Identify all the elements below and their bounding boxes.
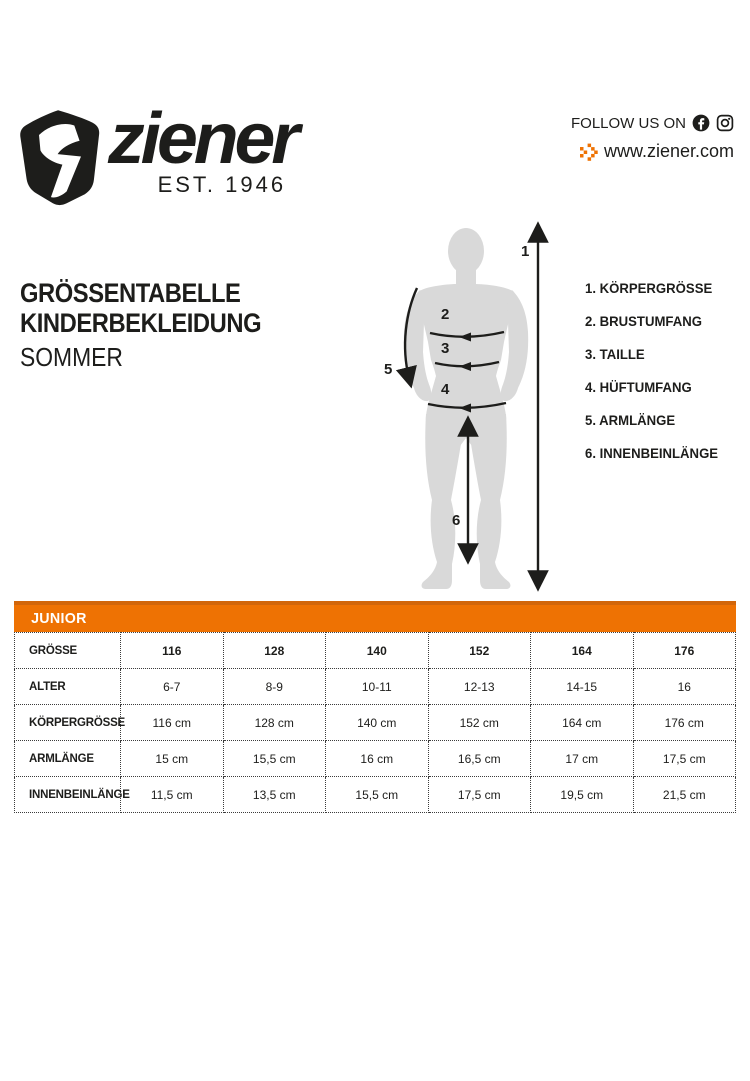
table-cell: 14-15: [531, 669, 634, 705]
row-label: ARMLÄNGE: [15, 741, 121, 777]
row-label: INNENBEINLÄNGE: [15, 777, 121, 813]
table-cell: 128 cm: [223, 705, 326, 741]
table-cell: 12-13: [428, 669, 531, 705]
diagram-marker-3: 3: [441, 340, 450, 357]
table-cell: 16: [633, 669, 736, 705]
legend-item-innenbeinlaenge: 6. INNENBEINLÄNGE: [585, 445, 719, 461]
table-cell: 15,5 cm: [326, 777, 429, 813]
table-cell: 16,5 cm: [428, 741, 531, 777]
section-header-junior: [14, 601, 736, 632]
table-cell: 15,5 cm: [223, 741, 326, 777]
table-row-alter: [15, 669, 736, 705]
follow-us-row: [571, 114, 734, 132]
table-cell: 176: [633, 633, 736, 669]
table-cell: 17 cm: [531, 741, 634, 777]
body-silhouette-icon: [380, 210, 570, 595]
diagram-marker-6: 6: [452, 512, 461, 529]
table-row-armlaenge: [15, 741, 736, 777]
legend-item-taille: 3. TAILLE: [585, 346, 645, 362]
intro-block: [20, 278, 380, 372]
section-title: JUNIOR: [31, 610, 87, 627]
table-cell: 152 cm: [428, 705, 531, 741]
table-cell: 11,5 cm: [121, 777, 224, 813]
table-cell: 140 cm: [326, 705, 429, 741]
diagram-marker-1: 1: [521, 243, 530, 260]
brand-wordmark: ziener: [108, 99, 296, 179]
facebook-icon[interactable]: [692, 114, 710, 132]
established-text: EST. 1946: [157, 172, 287, 197]
table-cell: 164 cm: [531, 705, 634, 741]
diagram-marker-2: 2: [441, 306, 450, 323]
row-label: KÖRPERGRÖSSE: [15, 705, 121, 741]
table-row-groesse: [15, 633, 736, 669]
table-cell: 152: [428, 633, 531, 669]
table-cell: 128: [223, 633, 326, 669]
instagram-icon[interactable]: [716, 114, 734, 132]
ziener-shield-icon: [18, 108, 102, 206]
follow-us-label: FOLLOW US ON: [570, 114, 686, 132]
row-label: ALTER: [15, 669, 121, 705]
table-cell: 164: [531, 633, 634, 669]
legend-item-hueftumfang: 4. HÜFTUMFANG: [585, 379, 692, 395]
table-cell: 116 cm: [121, 705, 224, 741]
table-cell: 17,5 cm: [428, 777, 531, 813]
table-cell: 16 cm: [326, 741, 429, 777]
logo-text: [108, 99, 296, 198]
legend-item-koerpergroesse: 1. KÖRPERGRÖSSE: [585, 280, 713, 296]
website-link[interactable]: [580, 141, 734, 162]
table-cell: 8-9: [223, 669, 326, 705]
table-cell: 6-7: [121, 669, 224, 705]
body-measurement-diagram: [380, 210, 570, 595]
page-subtitle: SOMMER: [20, 342, 123, 372]
diagram-marker-5: 5: [384, 361, 393, 378]
page-title-line2: KINDERBEKLEIDUNG: [20, 308, 262, 338]
diagram-marker-4: 4: [441, 381, 450, 398]
table-row-koerpergroesse: [15, 705, 736, 741]
table-row-innenbeinlaenge: [15, 777, 736, 813]
table-cell: 13,5 cm: [223, 777, 326, 813]
size-table: [14, 632, 736, 813]
website-url: www.ziener.com: [603, 141, 734, 161]
table-cell: 10-11: [326, 669, 429, 705]
legend-item-brustumfang: 2. BRUSTUMFANG: [585, 313, 702, 329]
table-cell: 116: [121, 633, 224, 669]
chevron-right-icon: [580, 143, 598, 161]
table-cell: 15 cm: [121, 741, 224, 777]
page-title-line1: GRÖSSENTABELLE: [20, 278, 241, 308]
table-cell: 19,5 cm: [531, 777, 634, 813]
table-cell: 140: [326, 633, 429, 669]
social-block: [571, 114, 734, 162]
row-label: GRÖSSE: [15, 633, 121, 669]
legend-item-armlaenge: 5. ARMLÄNGE: [585, 412, 676, 428]
measurement-legend: [585, 272, 727, 470]
table-cell: 17,5 cm: [633, 741, 736, 777]
ziener-logo: [18, 99, 296, 206]
table-cell: 21,5 cm: [633, 777, 736, 813]
table-cell: 176 cm: [633, 705, 736, 741]
